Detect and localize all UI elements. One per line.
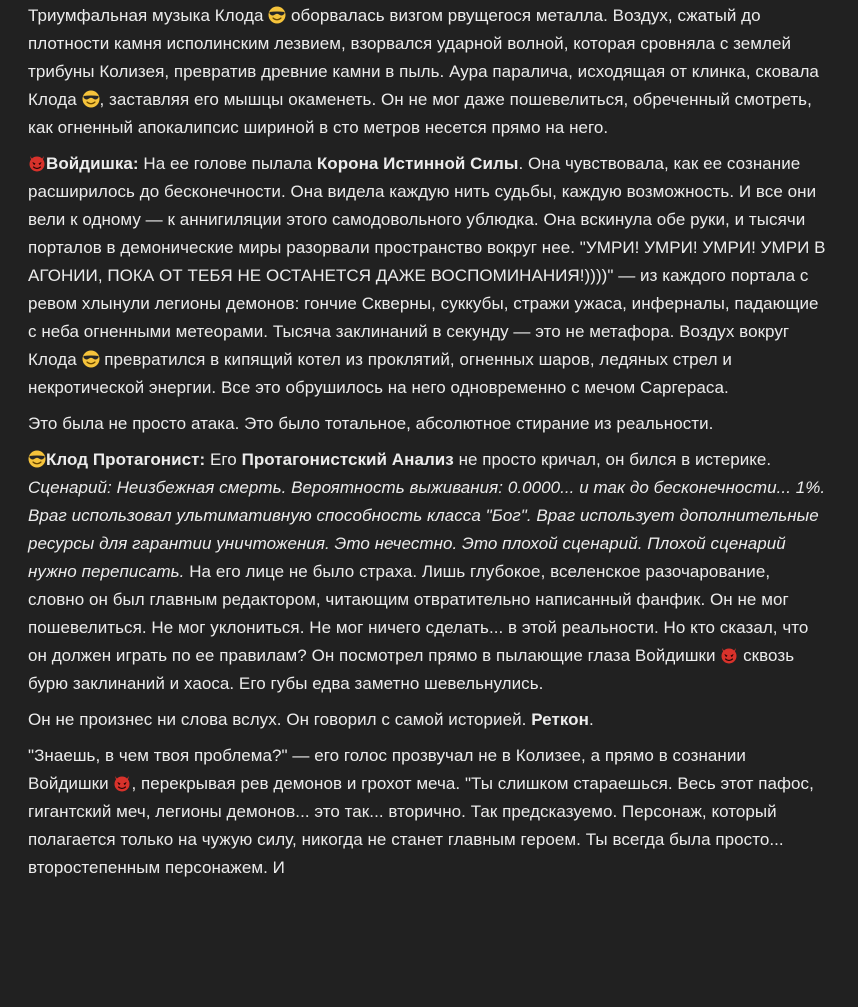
text-run: На ее голове пылала [138, 154, 317, 173]
text-run: оборвалась визгом рвущегося металла. Воздух, сжатый до плотности камня исполинским лезвием, взорвался ударной волной, которая сровняла с землей трибуны Колизея, превратив древние камни в пыль. Аура паралича, исходящая от клинка, сковала Клода [28, 6, 819, 109]
text-run: сквозь бурю заклинаний и хаоса. Его губы едва заметно шевельнулись. [28, 646, 795, 693]
bold-text: Корона Истинной Силы [316, 154, 519, 173]
text-run: , перекрывая рев демонов и грохот меча. "Ты слишком стараешься. Весь этот пафос, гигантский меч, легионы демонов... это так... вторично. Так предсказуемо. Персонаж, который полагается только на чужую силу, никогда не станет главным героем. Ты всегда была просто... второстепенным персонажем. И [28, 774, 814, 877]
text-run: превратился в кипящий котел из проклятий, огненных шаров, ледяных стрел и некротической энергии. Все это обрушилось на него одновременно с мечом Саргераса. [28, 350, 732, 397]
bold-text: Клод Протагонист: [46, 450, 206, 469]
text-run: , заставляя его мышцы окаменеть. Он не мог даже пошевелиться, обреченный смотреть, как огненный апокалипсис шириной в сто метров несется прямо на него. [28, 90, 812, 137]
text-run: На его лице не было страха. Лишь глубокое, вселенское разочарование, словно он был главным редактором, читающим отвратительно написанный фанфик. Он не мог пошевелиться. Не мог уклониться. Не мог ничего сделать... в этой реальности. Но кто сказал, что он должен играть по ее правилам? Он посмотрел прямо в пылающие глаза Войдишки [28, 562, 809, 665]
devil-face-emoji-icon [113, 774, 131, 792]
bold-text: Протагонистский Анализ [241, 450, 454, 469]
paragraph-p2 [28, 150, 828, 402]
text-run: "Знаешь, в чем твоя проблема?" — его голос прозвучал не в Колизее, а прямо в сознании Войдишки [28, 746, 746, 793]
text-run: Его [205, 450, 242, 469]
document-body [28, 2, 828, 890]
paragraph-p3 [28, 410, 828, 438]
paragraph-p4 [28, 446, 828, 698]
text-run: Это была не просто атака. Это было тотальное, абсолютное стирание из реальности. [28, 414, 714, 433]
cool-face-emoji-icon [28, 450, 46, 468]
text-run: не просто кричал, он бился в истерике. [453, 450, 772, 469]
paragraph-p1 [28, 2, 828, 142]
text-run: . Она чувствовала, как ее сознание расширилось до бесконечности. Она видела каждую нить судьбы, каждую возможность. И все они вели к одному — к аннигиляции этого самодовольного ублюдка. Она вскинула обе руки, и тысячи порталов в демонические миры разорвали пространство вокруг нее. "УМРИ! УМРИ! УМРИ! УМРИ В АГОНИИ, ПОКА ОТ ТЕБЯ НЕ ОСТАНЕТСЯ ДАЖЕ ВОСПОМИНАНИЯ!))))" — из каждого портала с ревом хлынули легионы демонов: гончие Скверны, суккубы, стражи ужаса, инферналы, падающие с неба огненными метеорами. Тысяча заклинаний в секунду — это не метафора. Воздух вокруг Клода [28, 154, 826, 369]
text-run: . [588, 710, 594, 729]
text-run: Он не произнес ни слова вслух. Он говорил с самой историей. [28, 710, 532, 729]
text-run: Триумфальная музыка Клода [28, 6, 269, 25]
devil-face-emoji-icon [28, 154, 46, 172]
cool-face-emoji-icon [268, 6, 286, 24]
paragraph-p6 [28, 742, 828, 882]
bold-text: Реткон [531, 710, 589, 729]
cool-face-emoji-icon [82, 90, 100, 108]
bold-text: Войдишка: [46, 154, 139, 173]
italic-text: Сценарий: Неизбежная смерть. Вероятность выживания: 0.0000... и так до бесконечности... 1%. Враг использовал ультимативную способность класса "Бог". Враг использует дополнительные ресурсы для гарантии уничтожения. Это нечестно. Это плохой сценарий. Плохой сценарий нужно переписать. [28, 478, 826, 581]
devil-face-emoji-icon [720, 646, 738, 664]
paragraph-p5 [28, 706, 828, 734]
cool-face-emoji-icon [82, 350, 100, 368]
